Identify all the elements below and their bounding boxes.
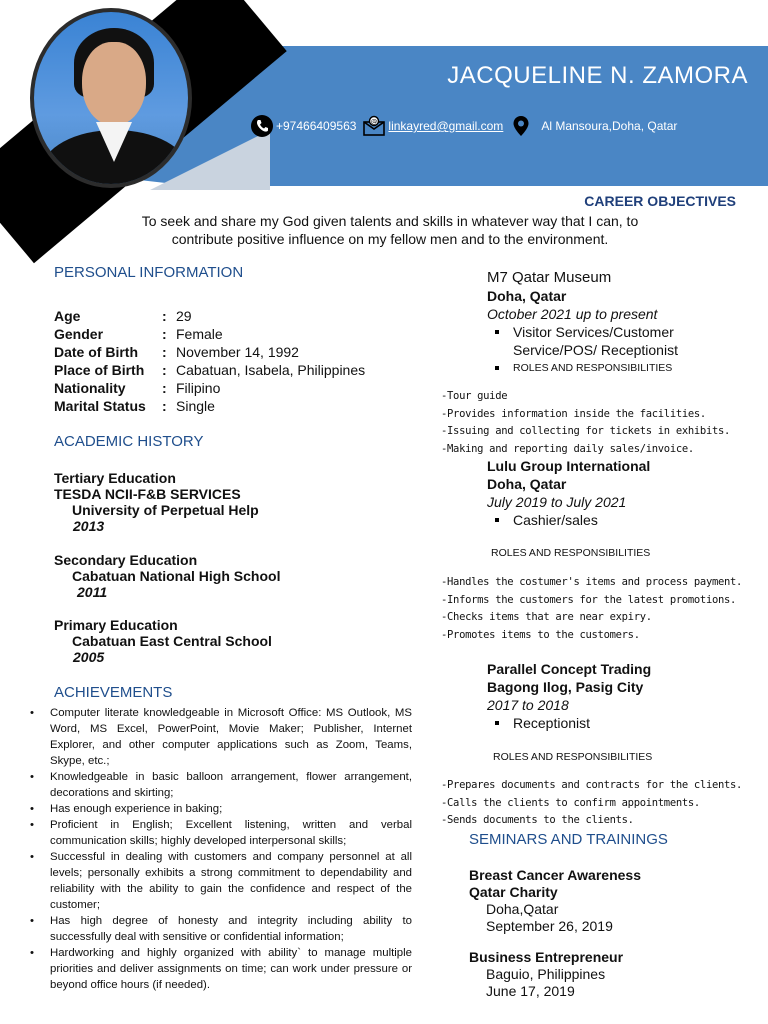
list-item: -Making and reporting daily sales/invoice. (441, 442, 694, 455)
career-objectives-heading: CAREER OBJECTIVES (584, 193, 736, 209)
roles-label: ROLES AND RESPONSIBILITIES (487, 359, 717, 377)
list-item: -Issuing and collecting for tickets in exhibits. (441, 425, 731, 437)
list-item: • Successful in dealing with customers and company personnel at all levels; personally exhibits a strong commitment to dependability and reliability with the ability to gain the confidence and respect of the customer; (28, 849, 412, 913)
info-row-birthplace: Place of Birth : Cabatuan, Isabela, Philippines (54, 362, 366, 378)
achievements-heading: ACHIEVEMENTS (54, 684, 173, 701)
phone-number[interactable]: +97466409563 (276, 119, 357, 133)
list-item: -Handles the costumer's items and process payment. (441, 576, 743, 588)
info-row-gender: Gender : Female (54, 326, 223, 342)
list-item: -Informs the customers for the latest promotions. (441, 593, 737, 606)
list-item: -Promotes items to the customers. (441, 628, 640, 641)
email-link[interactable]: linkayred@gmail.com (388, 119, 504, 133)
list-item: -Calls the clients to confirm appointments. (441, 796, 700, 809)
job-duties-lulu (441, 574, 742, 644)
job-parallel-concept: Parallel Concept Trading Bagong Ilog, Pasig City 2017 to 2018 Receptionist (487, 661, 652, 731)
primary-education: Primary Education Cabatuan East Central School 2005 (54, 617, 272, 665)
job-position: Cashier/sales (487, 511, 650, 529)
info-row-dob: Date of Birth : November 14, 1992 (54, 344, 299, 360)
info-row-nationality: Nationality : Filipino (54, 380, 221, 396)
list-item: • Computer literate knowledgeable in Microsoft Office: MS Outlook, MS Word, MS Excel, PowerPoint, Movie Maker; Publisher, Internet Explorer, and other computer applications such as Zoom, Teams, Skype, etc.; (28, 705, 412, 769)
academic-history-heading: ACADEMIC HISTORY (54, 433, 204, 450)
list-item: • Has high degree of honesty and integrity including ability to successfully deal with sensitive or confidential information; (28, 913, 412, 945)
job-position: Visitor Services/Customer Service/POS/ Receptionist (487, 323, 717, 359)
list-item: -Sends documents to the clients. (441, 814, 634, 826)
location-pin-icon (509, 114, 533, 138)
list-item: • Proficient in English; Excellent listening, written and verbal communication skills; highly developed interpersonal skills; (28, 817, 412, 849)
job-m7-qatar-museum: M7 Qatar Museum Doha, Qatar October 2021 up to present Visitor Services/Customer Service/POS/ Receptionist ROLES AND RESPONSIBILITIES (487, 269, 717, 377)
list-item: • Knowledgeable in basic balloon arrangement, flower arrangement, decorations and skirting; (28, 769, 412, 801)
list-item: -Prepares documents and contracts for the clients. (441, 779, 743, 791)
list-item: -Checks items that are near expiry. (441, 611, 652, 623)
secondary-education: Secondary Education Cabatuan National High School 2011 (54, 552, 281, 600)
roles-label: ROLES AND RESPONSIBILITIES (491, 547, 651, 559)
personal-info-table (54, 307, 365, 415)
list-item: • Hardworking and highly organized with ability` to manage multiple priorities and deliver assignments on time; can work under pressure or beyond office hours (if needed). (28, 945, 412, 993)
job-position: Receptionist (487, 714, 651, 732)
location-text: Al Mansoura,Doha, Qatar (541, 119, 678, 133)
personal-information-heading: PERSONAL INFORMATION (54, 264, 244, 281)
candidate-name: JACQUELINE N. ZAMORA (447, 62, 748, 89)
job-duties-m7 (441, 388, 730, 458)
list-item: -Provides information inside the facilities. (441, 407, 706, 420)
email-icon (362, 114, 386, 138)
tertiary-education: Tertiary Education TESDA NCII-F&B SERVICES University of Perpetual Help 2013 (54, 470, 259, 534)
seminar-business-entrepreneur: Business Entrepreneur Baguio, Philippines June 17, 2019 (469, 949, 624, 999)
profile-photo (30, 8, 192, 188)
list-item: -Tour guide (441, 390, 508, 402)
contact-bar (250, 114, 683, 138)
svg-text:@: @ (371, 117, 378, 126)
career-objectives-text: To seek and share my God given talents and skills in whatever way that I can, to contribute positive influence on my fellow men and to the environment. (141, 213, 639, 247)
seminar-breast-cancer: Breast Cancer Awareness Qatar Charity Doha,Qatar September 26, 2019 (469, 867, 641, 934)
job-lulu-group: Lulu Group International Doha, Qatar July 2019 to July 2021 Cashier/sales (487, 458, 651, 528)
roles-label: ROLES AND RESPONSIBILITIES (493, 751, 653, 763)
info-row-marital-status: Marital Status : Single (54, 398, 215, 414)
job-duties-parallel (441, 777, 742, 830)
seminars-heading: SEMINARS AND TRAININGS (469, 831, 668, 848)
info-row-age: Age : 29 (54, 308, 192, 324)
list-item: • Has enough experience in baking; (28, 801, 412, 817)
phone-icon (250, 114, 274, 138)
achievements-list (28, 705, 412, 993)
